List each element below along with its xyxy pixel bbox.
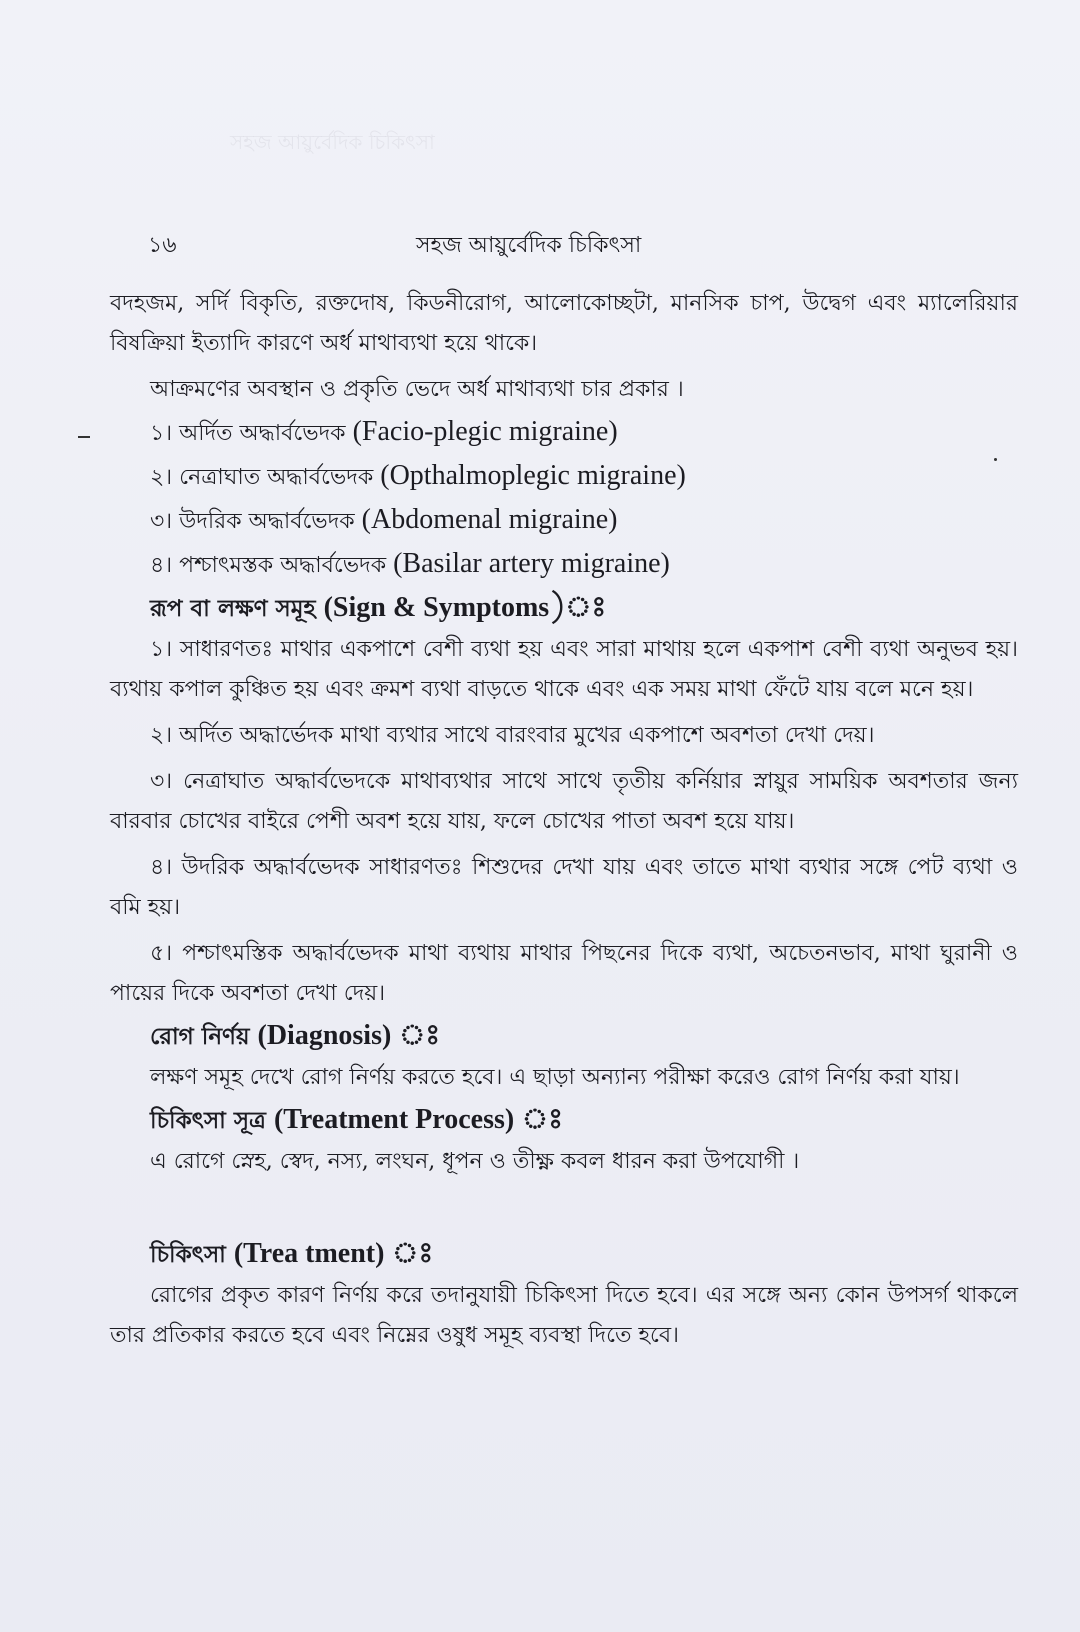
treatment-text: রোগের প্রকৃত কারণ নির্ণয় করে তদানুযায়ী চিকিৎসা দিতে হবে। এর সঙ্গে অন্য কোন উপসর্গ থাকলে তার প্রতিকার করতে হবে এবং নিম্নের ওষুধ সমূহ ব্যবস্থা দিতে হবে। — [110, 1283, 1018, 1348]
types-intro: আক্রমণের অবস্থান ও প্রকৃতি ভেদে অর্ধ মাথাব্যথা চার প্রকার । — [150, 377, 684, 402]
page-header — [148, 228, 1018, 258]
symptoms-heading: রূপ বা লক্ষণ সমূহ (Sign & Symptoms)ঃ — [150, 592, 607, 623]
bleed-through-text: সহজ আয়ুর্বেদিক চিকিৎসা — [230, 130, 435, 154]
treatment-heading: চিকিৎসা (Trea tment) ঃ — [150, 1238, 434, 1269]
treatment-process-heading: চিকিৎসা সূত্র (Treatment Process) ঃ — [150, 1104, 564, 1135]
causes-paragraph: বদহজম, সর্দি বিকৃতি, রক্তদোষ, কিডনীরোগ, আলোকোচ্ছটা, মানসিক চাপ, উদ্বেগ এবং ম্যালেরিয়ার বিষক্রিয়া ইত্যাদি কারণে অর্ধ মাথাব্যথা হয়ে থাকে। — [110, 291, 1018, 356]
page-body — [110, 284, 1018, 1356]
migraine-type-3: ৩। উদরিক অদ্ধার্বভেদক (Abdomenal migraine) — [150, 504, 618, 535]
running-title: সহজ আয়ুর্বেদিক চিকিৎসা — [416, 233, 642, 258]
symptom-item: ১। সাধারণতঃ মাথার একপাশে বেশী ব্যথা হয় এবং সারা মাথায় হলে একপাশ বেশী ব্যথা অনুভব হয়। ব্যথায় কপাল কুঞ্চিত হয় এবং ক্রমশ ব্যথা বাড়তে থাকে এবং এক সময় মাথা ফেঁটে যায় বলে মনে হয়। — [110, 637, 1018, 702]
page-number: ১৬ — [148, 233, 177, 258]
diagnosis-text: লক্ষণ সমূহ দেখে রোগ নির্ণয় করতে হবে। এ ছাড়া অন্যান্য পরীক্ষা করেও রোগ নির্ণয় করা যায়। — [150, 1065, 960, 1090]
diagnosis-heading: রোগ নির্ণয় (Diagnosis) ঃ — [150, 1020, 441, 1051]
migraine-type-4: ৪। পশ্চাৎমস্তক অদ্ধার্বভেদক (Basilar artery migraine) — [150, 548, 670, 579]
migraine-type-1: ১। অর্দিত অদ্ধার্বভেদক (Facio-plegic migraine) — [150, 416, 618, 447]
treatment-process-text: এ রোগে স্নেহ, স্বেদ, নস্য, লংঘন, ধূপন ও তীক্ষ্ণ কবল ধারন করা উপযোগী । — [150, 1149, 800, 1174]
migraine-type-2: ২। নেত্রাঘাত অদ্ধার্বভেদক (Opthalmoplegic migraine) — [150, 460, 686, 491]
symptom-item: ৩। নেত্রাঘাত অদ্ধার্বভেদকে মাথাব্যথার সাথে সাথে তৃতীয় কর্নিয়ার স্নায়ুর সাময়িক অবশতার জন্য বারবার চোখের বাইরে পেশী অবশ হয়ে যায়, ফলে চোখের পাতা অবশ হয়ে যায়। — [110, 769, 1018, 834]
scan-mark — [78, 436, 90, 438]
symptom-item: ৫। পশ্চাৎমস্তিক অদ্ধার্বভেদক মাথা ব্যথায় মাথার পিছনের দিকে ব্যথা, অচেতনভাব, মাথা ঘুরানী ও পায়ের দিকে অবশতা দেখা দেয়। — [110, 941, 1018, 1006]
symptom-item: ২। অর্দিত অদ্ধার্ভেদক মাথা ব্যথার সাথে বারংবার মুখের একপাশে অবশতা দেখা দেয়। — [150, 723, 875, 748]
symptom-item: ৪। উদরিক অদ্ধার্বভেদক সাধারণতঃ শিশুদের দেখা যায় এবং তাতে মাথা ব্যথার সঙ্গে পেট ব্যথা ও বমি হয়। — [110, 855, 1018, 920]
